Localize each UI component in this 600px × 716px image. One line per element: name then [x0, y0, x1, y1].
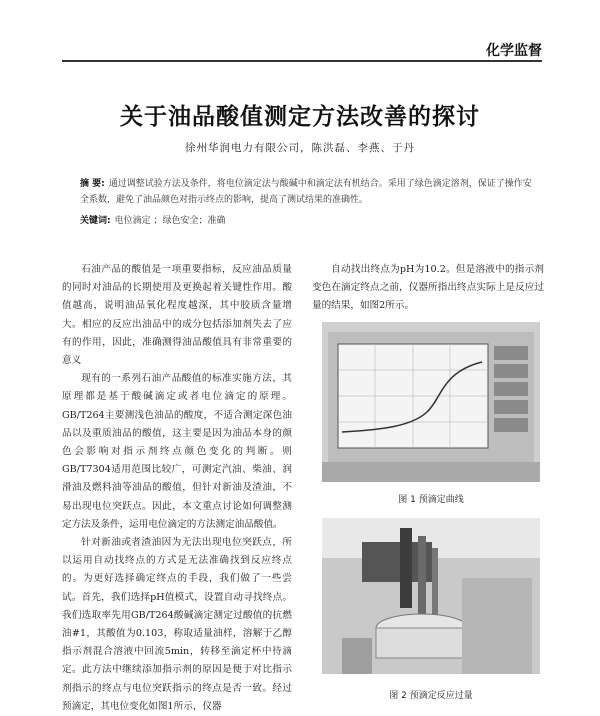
keywords-label: 关键词: [80, 216, 111, 226]
abstract-label: 摘 要: [80, 179, 105, 189]
left-column [62, 261, 292, 716]
figure-1-photo [322, 322, 540, 482]
titrator-screen-illustration [322, 322, 540, 482]
paragraph: 石油产品的酸值是一项重要指标，反应油品质量的同时对油品的长期使用及更换起着关键性作用。酸值越高，说明油品氧化程度越深，其中胶质含量增大。相应的反应出油品中的成分包括添加剂失去了应有的作用，因此，准确测得油品酸值具有非常重要的意义 [62, 264, 292, 367]
figure-1-caption: 图 1 预滴定曲线 [398, 495, 464, 505]
figure-2-photo [322, 518, 540, 674]
figure-2-caption: 图 2 预滴定反应过量 [389, 691, 473, 701]
journal-section-tag: 化学监督 [486, 43, 542, 59]
right-column [312, 261, 544, 316]
keywords [80, 213, 540, 226]
paragraph: 自动找出终点为pH为10.2。但是溶液中的指示剂变色在滴定终点之前，仪器所指出终点实际上是反应过量的结果，如图2所示。 [312, 264, 544, 312]
header-rule [62, 60, 542, 62]
abstract [80, 176, 540, 208]
paragraph: 针对新油或者渣油因为无法出现电位突跃点，所以运用自动找终点的方式是无法准确找到反应终点的。为更好选择确定终点的手段，我们做了一些尝试。首先，我们选择pH值模式，设置自动寻找终点。我们选取率先用GB/T264酸碱滴定测定过酸值的抗燃油#1，其酸值为0.103，称取适量油样，溶解于乙醇指示剂混合溶液中回流5min，转移至滴定杯中待滴定。此方法中继续添加指示剂的原因是便于对比指示剂指示的终点与电位突跃指示的终点是否一致。经过预滴定，其电位变化如图1所示，仪器 [62, 537, 292, 712]
keywords-text: 电位滴定 ；绿色安全；准确 [114, 216, 226, 226]
abstract-text: 通过调整试验方法及条件，将电位滴定法与酸碱中和滴定法有机结合。采用了绿色滴定溶剂，保证了操作安全系数，避免了油品颜色对指示终点的影响，提高了测试结果的准确性。 [80, 179, 532, 205]
titration-vessel-illustration [322, 518, 540, 674]
article-title: 关于油品酸值测定方法改善的探讨 [120, 104, 480, 130]
paragraph: 现有的一系列石油产品酸值的标准实施方法，其原理都是基于酸碱滴定或者电位滴定的原理。GB/T264主要测浅色油品的酸度，不适合测定深色油品以及重质油品的酸值，这主要是因为油品本身的颜色会影响对指示剂终点颜色变化的判断。则GB/T7304适用范围比较广，可测定汽油、柴油、润滑油及燃料油等油品的酸值，但针对新油及渣油，不易出现电位突跃点。因此，本文重点讨论如何调整测定方法及条件，运用电位滴定的方法测定油品酸值。 [62, 373, 292, 530]
article-authors: 徐州华润电力有限公司，陈洪磊、李燕、于丹 [185, 142, 415, 154]
